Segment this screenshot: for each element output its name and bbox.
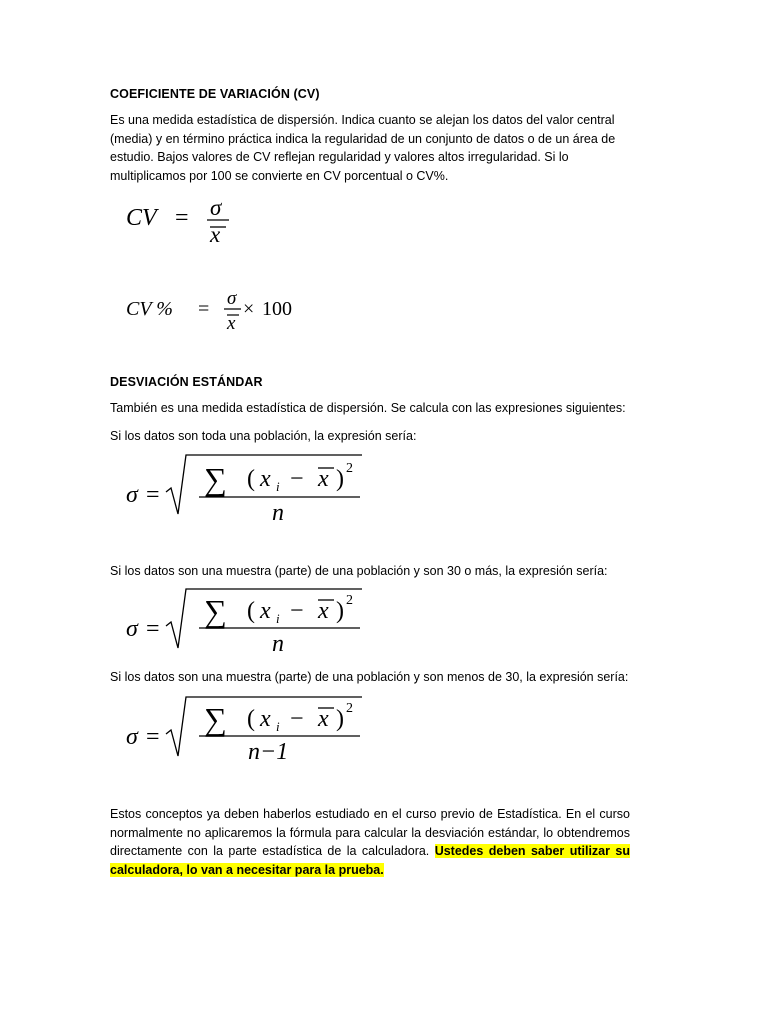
sd-population-denominator: n xyxy=(272,500,284,526)
sd-intro: También es una medida estadística de dispersión. Se calcula con las expresiones siguientes: xyxy=(110,401,626,415)
sd-population-formula xyxy=(124,452,374,532)
sd-heading: DESVIACIÓN ESTÁNDAR xyxy=(110,375,263,389)
cv-heading: COEFICIENTE DE VARIACIÓN (CV) xyxy=(110,87,320,101)
sd-sample-small-text: Si los datos son una muestra (parte) de una población y son menos de 30, la expresión sería: xyxy=(110,670,629,684)
sd-sample-small-close-paren: ) xyxy=(336,706,344,732)
sd-sample-small-xbar: x xyxy=(318,706,329,732)
cv-formula-equals: = xyxy=(175,205,189,231)
closing-text: Estos conceptos ya deben haberlos estudiado en el curso previo de Estadística. En el curso normalmente no aplicaremos la fórmula para calcular la desviación estándar, lo obtendremos directamente con la parte estadística de la calculadora. xyxy=(110,807,630,859)
sd-sample-large-denominator: n xyxy=(272,631,284,657)
sd-population-xi: x xyxy=(260,466,271,492)
sd-sample-small-power: 2 xyxy=(346,701,353,716)
sd-sample-large-power: 2 xyxy=(346,593,353,608)
sd-population-open-paren: ( xyxy=(247,466,255,492)
sd-sample-large-xbar: x xyxy=(318,598,329,624)
sd-sample-large-sigma: σ xyxy=(126,616,138,642)
cv-percent-factor: 100 xyxy=(262,298,292,320)
sd-sample-large-sub: i xyxy=(276,611,280,626)
sd-sample-small-sigma: σ xyxy=(126,724,138,750)
cv-percent-denominator: x xyxy=(227,313,236,334)
sd-population-sub: i xyxy=(276,479,280,494)
sd-sample-large-sum: ∑ xyxy=(204,593,227,629)
sd-sample-small-formula xyxy=(124,694,374,774)
sd-population-xbar: x xyxy=(318,466,329,492)
sd-sample-small-denominator: n−1 xyxy=(248,739,289,765)
sd-sample-small-sub: i xyxy=(276,719,280,734)
sd-population-sigma: σ xyxy=(126,482,138,508)
sd-sample-large-minus: − xyxy=(290,598,304,624)
sd-sample-large-close-paren: ) xyxy=(336,598,344,624)
cv-percent-lhs: CV % xyxy=(126,298,173,320)
cv-percent-formula xyxy=(124,287,324,337)
sd-sample-large-xi: x xyxy=(260,598,271,624)
sd-sample-small-xi: x xyxy=(260,706,271,732)
closing-paragraph xyxy=(110,805,630,879)
sd-population-equals: = xyxy=(146,482,160,508)
sd-sample-small-minus: − xyxy=(290,706,304,732)
sd-sample-large-text: Si los datos son una muestra (parte) de una población y son 30 o más, la expresión sería: xyxy=(110,564,608,578)
cv-formula-lhs: CV xyxy=(126,205,157,231)
closing-highlight: Ustedes deben saber utilizar su calculadora, lo van a necesitar para la prueba. xyxy=(110,844,630,877)
sd-population-close-paren: ) xyxy=(336,466,344,492)
sd-sample-large-open-paren: ( xyxy=(247,598,255,624)
sd-sample-large-formula xyxy=(124,586,374,666)
sd-sample-small-equals: = xyxy=(146,724,160,750)
sd-population-power: 2 xyxy=(346,461,353,476)
cv-formula-numerator: σ xyxy=(210,195,222,220)
cv-formula xyxy=(124,195,274,250)
sd-population-minus: − xyxy=(290,466,304,492)
sd-sample-small-open-paren: ( xyxy=(247,706,255,732)
sd-population-text: Si los datos son toda una población, la expresión sería: xyxy=(110,429,417,443)
cv-percent-equals: = xyxy=(198,298,210,320)
sd-sample-large-equals: = xyxy=(146,616,160,642)
cv-percent-times: × xyxy=(243,298,255,320)
cv-paragraph: Es una medida estadística de dispersión. Indica cuanto se alejan los datos del valor central (media) y en término práctica indica la regularidad de un conjunto de datos o de un área de estudio. Bajos valores de CV reflejan regularidad y valores altos irregularidad. Si lo multiplicamos por 100 se convierte en CV porcentual o CV%. xyxy=(110,113,616,183)
cv-percent-numerator: σ xyxy=(227,288,237,309)
sd-population-sum: ∑ xyxy=(204,461,227,497)
cv-formula-denominator: x xyxy=(210,222,221,247)
sd-sample-small-sum: ∑ xyxy=(204,701,227,737)
